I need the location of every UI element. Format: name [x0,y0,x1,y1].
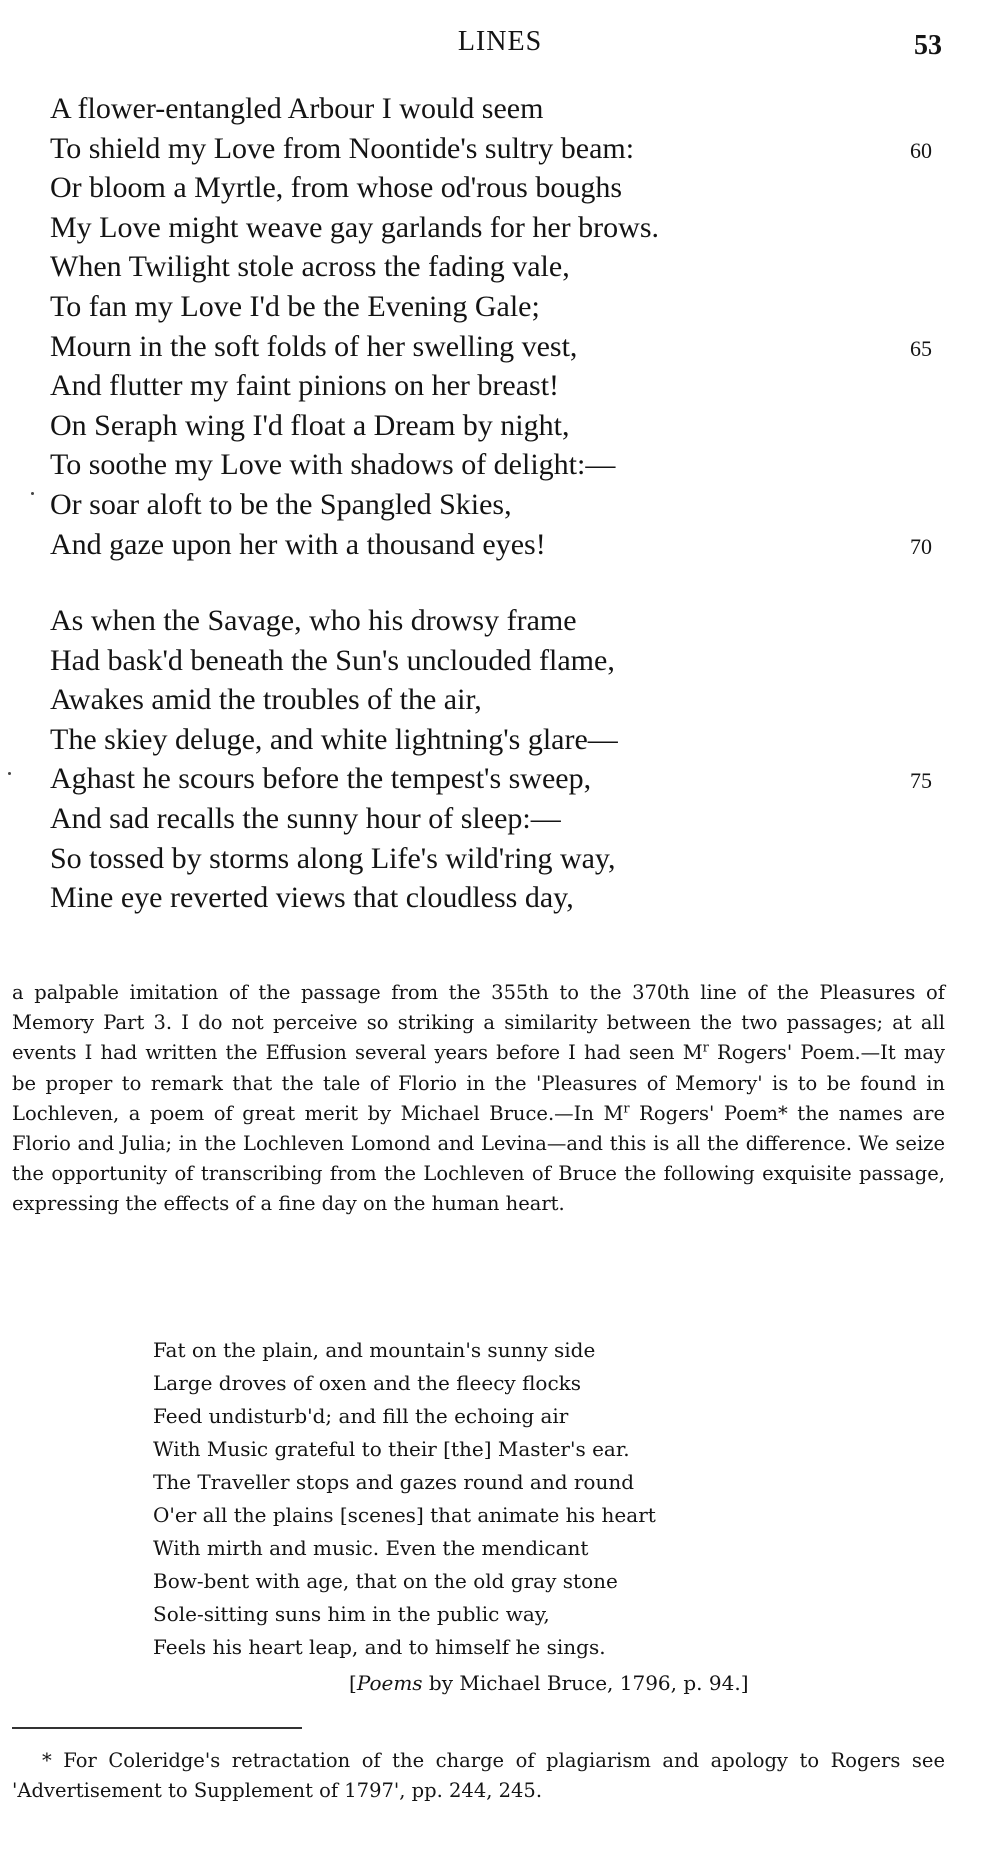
verse-line-text: And sad recalls the sunny hour of sleep:— [50,801,561,835]
quote-line: With Music grateful to their [the] Master's ear. [153,1437,630,1461]
verse-line [50,759,970,799]
verse-line [50,327,970,367]
verse-line-text: Mourn in the soft folds of her swelling vest, [50,329,578,363]
quoted-passage [153,1334,913,1664]
verse-line-text: And flutter my faint pinions on her breast! [50,369,560,403]
verse-line [50,839,970,879]
quote-line: Feed undisturb'd; and fill the echoing air [153,1404,569,1428]
verse-line [50,878,970,918]
verse-line [50,601,970,641]
verse-line [50,485,970,525]
verse-line-text: My Love might weave gay garlands for her brows. [50,210,659,244]
footnote-text: * For Coleridge's retractation of the charge of plagiarism and apology to Rogers see 'Advertisement to Supplement of 1797', pp. 244, 245. [12,1749,945,1803]
verse-line [50,247,970,287]
quote-citation [349,1668,749,1698]
note-text-1: a palpable imitation of the passage from the 355th to the 370th line of the Pleasures of Memory Part 3. I do not perceive so striking a similarity between the two passages; at all events I had written the Effusion several years before I had seen M [12,981,945,1065]
verse-line-text: Or bloom a Myrtle, from whose od'rous boughs [50,171,623,205]
quote-line: Sole-sitting suns him in the public way, [153,1602,550,1626]
print-speck [8,772,11,775]
line-number: 70 [910,533,932,559]
verse-line [50,680,970,720]
running-title: LINES [457,26,543,57]
verse-line-text: And gaze upon her with a thousand eyes! [50,527,546,561]
citation-title: Poems [356,1671,423,1695]
verse-line-text: To shield my Love from Noontide's sultry beam: [50,131,635,165]
footnote [12,1746,945,1806]
citation-open-bracket: [ [349,1671,357,1695]
footnote-rule [12,1727,302,1729]
verse-line [50,720,970,760]
verse-line [50,89,970,129]
line-number: 75 [910,768,932,794]
quote-line: Fat on the plain, and mountain's sunny side [153,1338,596,1362]
verse-line [50,799,970,839]
line-number: 65 [910,335,932,361]
verse-line [50,287,970,327]
quote-line: O'er all the plains [scenes] that animate his heart [153,1503,656,1527]
verse-line-text: The skiey deluge, and white lightning's glare— [50,722,618,756]
verse-line [50,445,970,485]
verse-line [50,168,970,208]
verse-line-text: On Seraph wing I'd float a Dream by night, [50,408,570,442]
line-number: 60 [910,137,932,163]
verse-line-text: Mine eye reverted views that cloudless day, [50,881,574,915]
quote-line: Feels his heart leap, and to himself he sings. [153,1635,606,1659]
citation-details: by Michael Bruce, 1796, p. 94.] [422,1671,749,1695]
verse-line-text: To fan my Love I'd be the Evening Gale; [50,289,540,323]
verse-line-text: To soothe my Love with shadows of delight:— [50,448,616,482]
verse-line [50,641,970,681]
verse-line [50,129,970,169]
page-number: 53 [914,30,942,61]
quote-line: Large droves of oxen and the fleecy flocks [153,1371,582,1395]
verse-line-text: So tossed by storms along Life's wild'ring way, [50,841,616,875]
note-paragraph [12,978,945,1220]
verse-line [50,406,970,446]
note-text-2: Rogers' Poem.—It may be proper to remark that the tale of Florio in the 'Pleasures of Memory' is to be found in Lochleven, a poem of great merit by Michael Bruce.—In M [12,1041,945,1125]
poem-stanza-1 [50,89,970,564]
verse-line-text: Awakes amid the troubles of the air, [50,683,482,717]
quote-line: With mirth and music. Even the mendicant [153,1536,589,1560]
verse-line [50,525,970,565]
note-superscript-1: r [702,1040,709,1056]
verse-line-text: A flower-entangled Arbour I would seem [50,92,544,125]
editorial-note [12,978,945,1220]
verse-line [50,208,970,248]
note-superscript-2: r [623,1101,630,1117]
poem-stanza-2 [50,601,970,918]
verse-line-text: Aghast he scours before the tempest's sweep, [50,762,592,796]
note-text-3: Rogers' Poem* the names are Florio and Julia; in the Lochleven Lomond and Levina—and this is all the difference. We seize the opportunity of transcribing from the Lochleven of Bruce the following exquisite passage, expressing the effects of a fine day on the human heart. [12,1101,945,1216]
verse-line [50,366,970,406]
verse-line-text: Had bask'd beneath the Sun's unclouded flame, [50,643,615,677]
quote-line: The Traveller stops and gazes round and round [153,1470,635,1494]
verse-line-text: As when the Savage, who his drowsy frame [50,604,577,637]
running-header [0,22,1000,62]
quote-line: Bow-bent with age, that on the old gray stone [153,1569,618,1593]
verse-line-text: Or soar aloft to be the Spangled Skies, [50,487,512,521]
verse-line-text: When Twilight stole across the fading vale, [50,250,570,284]
print-speck [31,492,34,495]
